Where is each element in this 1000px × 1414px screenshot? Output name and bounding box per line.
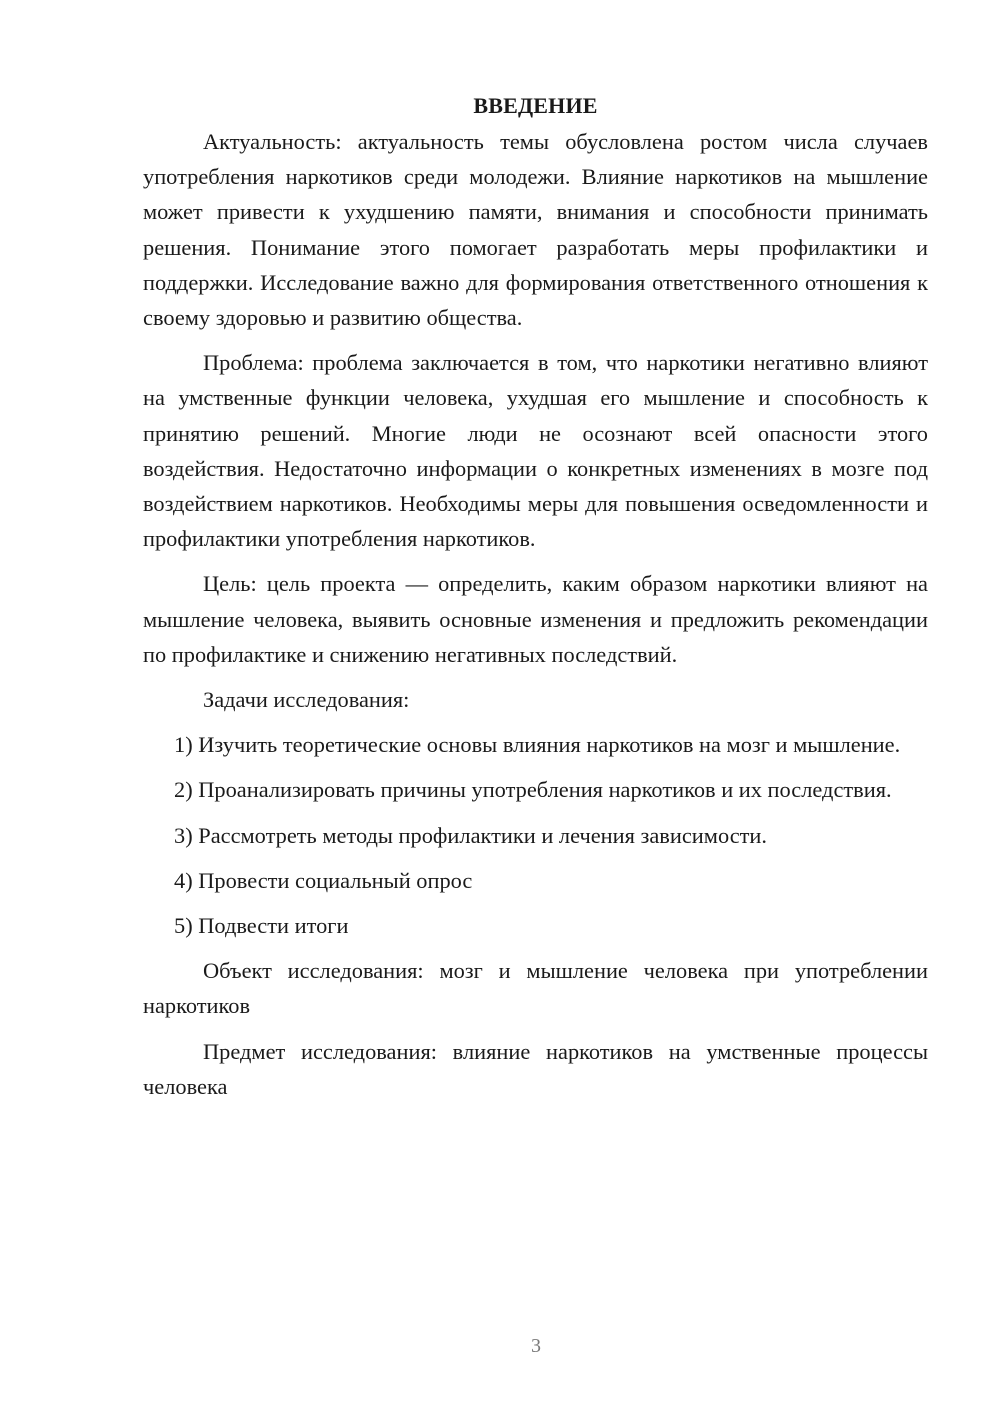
page-content bbox=[143, 88, 928, 1114]
task-item-5: 5) Подвести итоги bbox=[174, 913, 349, 939]
paragraph-object: Объект исследования: мозг и мышление человека при употреблении наркотиков bbox=[143, 958, 928, 1019]
paragraph-problem: Проблема: проблема заключается в том, что наркотики негативно влияют на умственные функции человека, ухудшая его мышление и способность к принятию решений. Многие люди не осознают всей опасности этого воздействия. Недостаточно информации о конкретных изменениях в мозге под воздействием наркотиков. Необходимы меры для повышения осведомленности и профилактики употребления наркотиков. bbox=[143, 350, 928, 552]
paragraph-subject: Предмет исследования: влияние наркотиков на умственные процессы человека bbox=[143, 1038, 928, 1099]
tasks-heading: Задачи исследования: bbox=[203, 687, 410, 713]
task-item-1: 1) Изучить теоретические основы влияния наркотиков на мозг и мышление. bbox=[174, 732, 901, 758]
task-item-4: 4) Провести социальный опрос bbox=[174, 867, 473, 893]
section-title: ВВЕДЕНИЕ bbox=[473, 93, 598, 118]
task-item-2: 2) Проанализировать причины употребления наркотиков и их последствия. bbox=[174, 777, 892, 803]
paragraph-relevance: Актуальность: актуальность темы обусловлена ростом числа случаев употребления наркотиков среди молодежи. Влияние наркотиков на мышление может привести к ухудшению памяти, внимания и способности принимать решения. Понимание этого помогает разработать меры профилактики и поддержки. Исследование важно для формирования ответственного отношения к своему здоровью и развитию общества. bbox=[143, 129, 928, 331]
page-number: 3 bbox=[531, 1335, 541, 1357]
paragraph-goal: Цель: цель проекта — определить, каким образом наркотики влияют на мышление человека, выявить основные изменения и предложить рекомендации по профилактике и снижению негативных последствий. bbox=[143, 571, 928, 667]
task-item-3: 3) Рассмотреть методы профилактики и лечения зависимости. bbox=[174, 822, 768, 848]
